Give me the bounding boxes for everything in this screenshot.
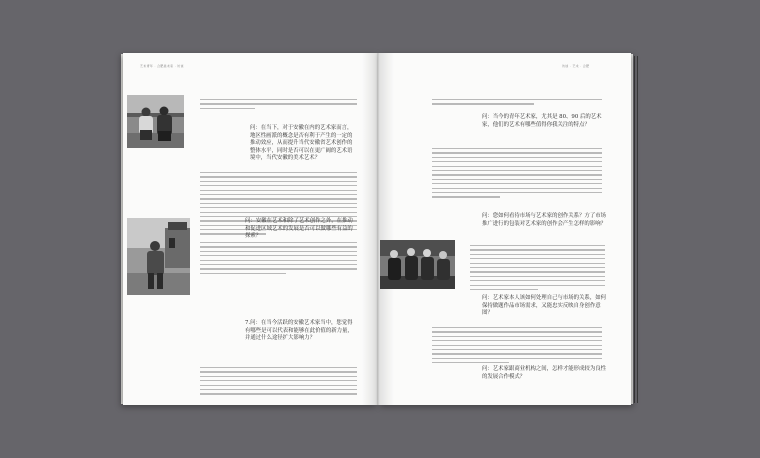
photo-two-men-seated: [127, 95, 184, 148]
right-question-1: 问：当今的青年艺术家，尤其是 80、90 后的艺术家，他们的艺术有哪些值得你我关注的特点？: [482, 114, 602, 128]
right-page-leaf: [631, 54, 633, 404]
spine-gutter: [362, 53, 394, 405]
left-answer-2-text: [200, 242, 357, 277]
right-page-edge-1: [634, 56, 635, 403]
right-answer-2-text: [470, 245, 605, 293]
left-question-2: 问：安徽在艺术和除了艺术创作之外，在推动和促进区域艺术的发展是否可以做哪些有益的探索？: [245, 218, 353, 240]
right-page-edge-2: [637, 56, 638, 403]
left-intro-text: [200, 99, 357, 112]
right-question-3: 问：艺术家本人该如何处理自己与市场的关系，如何保持做题作品市场需求，又能忠实反映自身创作意图？: [482, 295, 606, 317]
right-page-header: 访谈 · 艺术 · 合肥: [562, 64, 590, 68]
right-question-2: 问：您如何看待市场与艺术家的创作关系？方了市场推广进行的包装对艺术家的创作会产生怎样的影响？: [482, 213, 606, 227]
left-page-header: 艺术青年 · 合肥美术家 · 访谈: [140, 64, 184, 68]
right-answer-1-text: [432, 148, 602, 201]
photo-group-of-people: [380, 240, 455, 289]
left-question-1: 问：在当下，对于安徽在内的艺术家而言，地区性画派的概念是否有利于产生的一定的推动效应，从而提升当代安徽省艺术创作的整体水平，同时是否可以在更广阔的艺术语境中，当代安徽的美术艺术？: [250, 125, 353, 162]
right-intro-text: [432, 99, 602, 108]
left-question-3: 7.问：在当今活跃的安徽艺术家当中，您觉得有哪些是可以代表和能够在此价值的新力量，并通过什么途径扩大影响力？: [245, 320, 353, 342]
right-question-4: 问：艺术家跟商业机构之间，怎样才能形成较为良性的发展合作模式？: [482, 366, 606, 380]
right-answer-3-text: [432, 327, 602, 367]
left-answer-3-text: [200, 367, 357, 398]
photo-man-by-gate: [127, 218, 190, 295]
